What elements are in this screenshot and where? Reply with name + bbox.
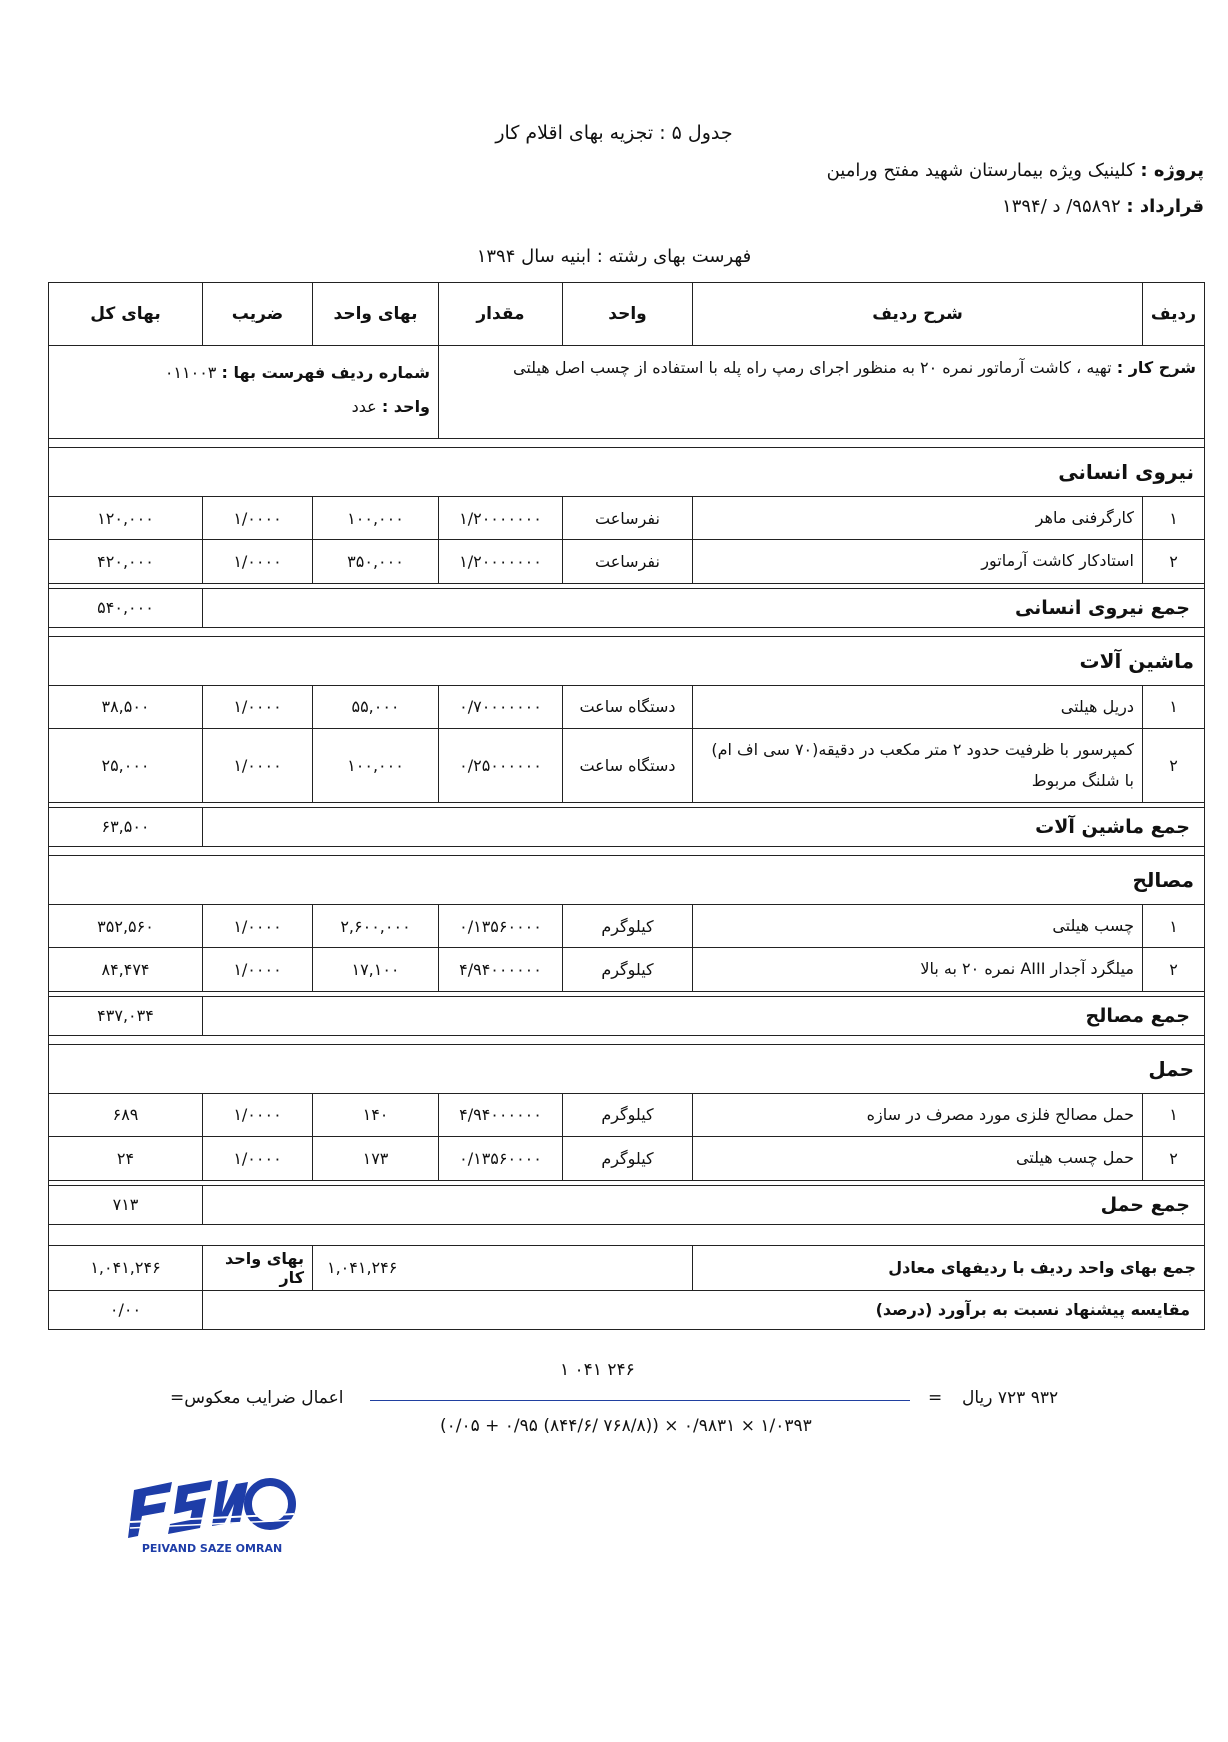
row-unit-price: ۲,۶۰۰,۰۰۰	[313, 904, 439, 947]
unit-price-label: بهای واحد کار	[203, 1245, 313, 1290]
formula-result: ۹۳۲ ۷۲۳ ریال	[962, 1388, 1059, 1408]
table-row	[49, 904, 1205, 947]
row-coefficient: ۱/۰۰۰۰	[203, 948, 313, 991]
table-row	[49, 729, 1205, 803]
row-unit: کیلوگرم	[563, 948, 693, 991]
row-unit: کیلوگرم	[563, 904, 693, 947]
summary-spacer-cell	[49, 1224, 1205, 1245]
row-number: ۲	[1143, 1137, 1205, 1180]
row-unit-price: ۱۷,۱۰۰	[313, 948, 439, 991]
price-list-title: فهرست بهای رشته : ابنیه سال ۱۳۹۴	[476, 246, 752, 267]
section-title: حمل	[49, 1044, 1205, 1093]
work-code-cell	[49, 346, 439, 439]
row-description: حمل مصالح فلزی مورد مصرف در سازه	[693, 1093, 1143, 1136]
comparison-value: ۰/۰۰	[49, 1290, 203, 1329]
work-code-label: شماره ردیف فهرست بها :	[221, 363, 430, 382]
formula-equals: =	[928, 1388, 943, 1408]
row-quantity: ۴/۹۴۰۰۰۰۰۰	[439, 948, 563, 991]
row-unit-price: ۵۵,۰۰۰	[313, 685, 439, 728]
project-label: پروژه :	[1140, 160, 1204, 181]
contract-value: ۹۵۸۹۲/ د /۱۳۹۴	[1002, 196, 1121, 217]
header-quantity: مقدار	[439, 283, 563, 346]
row-unit: دستگاه ساعت	[563, 685, 693, 728]
table-row	[49, 1093, 1205, 1136]
section-sum-value: ۵۴۰,۰۰۰	[49, 588, 203, 627]
section-sum-value: ۷۱۳	[49, 1185, 203, 1224]
row-unit-price: ۱۰۰,۰۰۰	[313, 497, 439, 540]
section-title: ماشین آلات	[49, 636, 1205, 685]
row-quantity: ۴/۹۴۰۰۰۰۰۰	[439, 1093, 563, 1136]
section-sum-value: ۶۳,۵۰۰	[49, 807, 203, 846]
logo-text: PEIVAND SAZE OMRAN	[141, 1542, 283, 1555]
work-description-cell	[439, 346, 1205, 439]
section-sum-label: جمع مصالح	[203, 996, 1205, 1035]
comparison-label: مقایسه پیشنهاد نسبت به برآورد (درصد)	[203, 1290, 1205, 1329]
row-unit: دستگاه ساعت	[563, 729, 693, 803]
equiv-sum-label: جمع بهای واحد ردیف با ردیفهای معادل	[693, 1245, 1205, 1290]
row-description: میلگرد آجدار AIII نمره ۲۰ به بالا	[693, 948, 1143, 991]
row-unit-price: ۱۷۳	[313, 1137, 439, 1180]
section-title: مصالح	[49, 855, 1205, 904]
section-spacer-cell	[49, 1035, 1205, 1044]
section-sum-row	[49, 1185, 1205, 1224]
table-header-row	[49, 283, 1205, 346]
section-spacer-cell	[49, 627, 1205, 636]
formula-numerator: ۱ ۰۴۱ ۲۴۶	[560, 1360, 635, 1380]
row-coefficient: ۱/۰۰۰۰	[203, 540, 313, 583]
row-unit-price: ۱۴۰	[313, 1093, 439, 1136]
section-spacer	[49, 846, 1205, 855]
row-number: ۱	[1143, 497, 1205, 540]
table-row	[49, 685, 1205, 728]
row-quantity: ۰/۱۳۵۶۰۰۰۰	[439, 904, 563, 947]
row-number: ۲	[1143, 948, 1205, 991]
row-description: کمپرسور با ظرفیت حدود ۲ متر مکعب در دقیقه(۷۰ سی اف ام) با شلنگ مربوط	[693, 729, 1143, 803]
work-description-text: تهیه ، کاشت آرماتور نمره ۲۰ به منظور اجرای رمپ راه پله با استفاده از چسب اصل هیلتی	[513, 358, 1112, 377]
section-title-row	[49, 448, 1205, 497]
row-quantity: ۰/۷۰۰۰۰۰۰۰	[439, 685, 563, 728]
summary-spacer	[49, 1224, 1205, 1245]
row-unit: نفرساعت	[563, 540, 693, 583]
row-unit: کیلوگرم	[563, 1137, 693, 1180]
equiv-sum-row	[49, 1245, 1205, 1290]
header-coefficient: ضریب	[203, 283, 313, 346]
row-number: ۲	[1143, 540, 1205, 583]
work-description-label: شرح کار :	[1116, 358, 1196, 377]
header-description: شرح ردیف	[693, 283, 1143, 346]
page-title: جدول ۵ : تجزیه بهای اقلام کار	[495, 122, 733, 144]
section-title-row	[49, 636, 1205, 685]
header-unit-price: بهای واحد	[313, 283, 439, 346]
section-sum-label: جمع حمل	[203, 1185, 1205, 1224]
table-row	[49, 540, 1205, 583]
reverse-coefficient-formula	[0, 1360, 1228, 1480]
row-total: ۳۸,۵۰۰	[49, 685, 203, 728]
project-line	[827, 160, 1204, 181]
project-value: کلینیک ویژه بیمارستان شهید مفتح ورامین	[826, 160, 1135, 181]
comparison-row	[49, 1290, 1205, 1329]
contract-label: قرارداد :	[1126, 196, 1204, 217]
table-row	[49, 497, 1205, 540]
work-description-row	[49, 346, 1205, 439]
section-spacer-cell	[49, 439, 1205, 448]
section-title-row	[49, 855, 1205, 904]
section-sum-row	[49, 996, 1205, 1035]
row-total: ۲۵,۰۰۰	[49, 729, 203, 803]
row-unit-price: ۱۰۰,۰۰۰	[313, 729, 439, 803]
row-coefficient: ۱/۰۰۰۰	[203, 1137, 313, 1180]
row-unit-price: ۳۵۰,۰۰۰	[313, 540, 439, 583]
section-sum-label: جمع نیروی انسانی	[203, 588, 1205, 627]
row-description: چسب هیلتی	[693, 904, 1143, 947]
formula-lhs-label: اعمال ضرایب معکوس=	[170, 1388, 344, 1408]
section-title-row	[49, 1044, 1205, 1093]
row-coefficient: ۱/۰۰۰۰	[203, 729, 313, 803]
header-total-price: بهای کل	[49, 283, 203, 346]
section-spacer	[49, 439, 1205, 448]
row-coefficient: ۱/۰۰۰۰	[203, 497, 313, 540]
section-sum-row	[49, 807, 1205, 846]
row-coefficient: ۱/۰۰۰۰	[203, 685, 313, 728]
header-unit: واحد	[563, 283, 693, 346]
section-spacer-cell	[49, 846, 1205, 855]
row-unit: نفرساعت	[563, 497, 693, 540]
row-coefficient: ۱/۰۰۰۰	[203, 1093, 313, 1136]
row-total: ۴۲۰,۰۰۰	[49, 540, 203, 583]
formula-fraction-line	[370, 1400, 910, 1401]
row-total: ۲۴	[49, 1137, 203, 1180]
row-quantity: ۰/۱۳۵۶۰۰۰۰	[439, 1137, 563, 1180]
row-coefficient: ۱/۰۰۰۰	[203, 904, 313, 947]
company-logo	[128, 1478, 296, 1558]
unit-price-value: ۱,۰۴۱,۲۴۶	[49, 1245, 203, 1290]
row-description: دریل هیلتی	[693, 685, 1143, 728]
cost-breakdown-table	[48, 282, 1205, 1330]
row-number: ۱	[1143, 904, 1205, 947]
section-sum-label: جمع ماشین آلات	[203, 807, 1205, 846]
section-sum-row	[49, 588, 1205, 627]
row-total: ۶۸۹	[49, 1093, 203, 1136]
row-description: حمل چسب هیلتی	[693, 1137, 1143, 1180]
row-total: ۳۵۲,۵۶۰	[49, 904, 203, 947]
work-code: ۰۱۱۰۰۳	[164, 363, 217, 382]
table-row	[49, 948, 1205, 991]
header-row-number: ردیف	[1143, 283, 1205, 346]
row-number: ۱	[1143, 685, 1205, 728]
row-quantity: ۱/۲۰۰۰۰۰۰۰	[439, 497, 563, 540]
row-quantity: ۱/۲۰۰۰۰۰۰۰	[439, 540, 563, 583]
row-number: ۲	[1143, 729, 1205, 803]
row-description: کارگرفنی ماهر	[693, 497, 1143, 540]
section-title: نیروی انسانی	[49, 448, 1205, 497]
formula-denominator: (۰/۰۵ + ۰/۹۵ (۸۴۴/۶/ ۷۶۸/۸)) × ۰/۹۸۳۱ × ۱/۰۳۹۳	[440, 1416, 812, 1436]
contract-line	[1002, 196, 1204, 217]
work-unit: عدد	[351, 396, 377, 416]
row-unit: کیلوگرم	[563, 1093, 693, 1136]
section-spacer	[49, 1035, 1205, 1044]
section-spacer	[49, 627, 1205, 636]
row-total: ۱۲۰,۰۰۰	[49, 497, 203, 540]
table-row	[49, 1137, 1205, 1180]
work-unit-label: واحد :	[381, 396, 430, 416]
row-quantity: ۰/۲۵۰۰۰۰۰۰	[439, 729, 563, 803]
row-number: ۱	[1143, 1093, 1205, 1136]
row-total: ۸۴,۴۷۴	[49, 948, 203, 991]
row-description: استادکار کاشت آرماتور	[693, 540, 1143, 583]
section-sum-value: ۴۳۷,۰۳۴	[49, 996, 203, 1035]
equiv-sum-value: ۱,۰۴۱,۲۴۶	[313, 1245, 693, 1290]
